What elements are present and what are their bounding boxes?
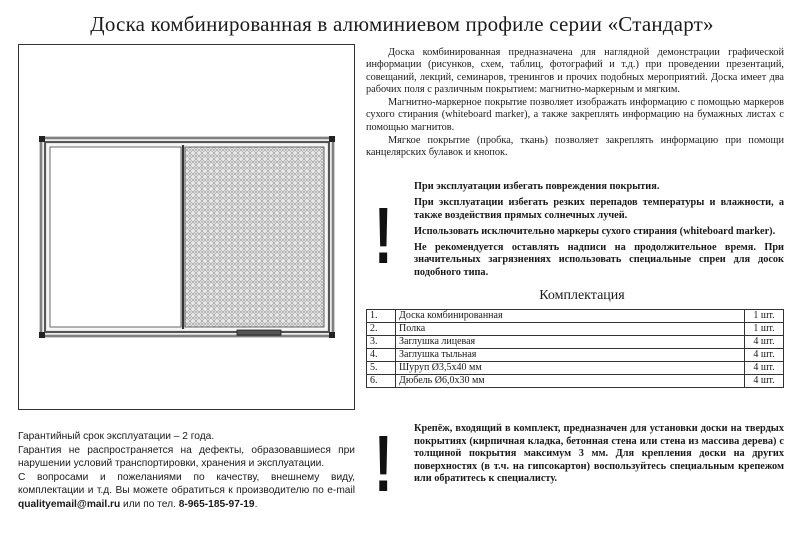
cork-surface <box>185 147 324 327</box>
kit-title: Комплектация <box>539 288 625 303</box>
description-paragraph: Магнитно-маркерное покрытие позволяет изображать информацию с помощью маркеров сухого стирания (whiteboard marker), а также закреплять информацию на бумажных листах с помощью магнитов. <box>366 97 784 133</box>
warning-item: При эксплуатации избегать резких перепадов температуры и влажности, а также воздействия прямых солнечных лучей. <box>414 197 784 221</box>
table-row <box>367 310 784 323</box>
item-name: Дюбель Ø6,0х30 мм <box>396 375 745 388</box>
document-title: Доска комбинированная в алюминиевом профиле серии «Стандарт» <box>90 12 714 36</box>
item-name: Шуруп Ø3,5х40 мм <box>396 362 745 375</box>
guarantee-block <box>18 430 355 511</box>
contact-info <box>18 471 355 512</box>
row-number: 1. <box>367 310 396 323</box>
row-number: 6. <box>367 375 396 388</box>
description-paragraph: Мягкое покрытие (пробка, ткань) позволяет закреплять информацию при помощи канцелярских булавок и кнопок. <box>366 135 784 159</box>
item-quantity: 1 шт. <box>745 323 784 336</box>
item-name: Полка <box>396 323 745 336</box>
contact-text: или по тел. <box>120 498 179 510</box>
product-illustration-frame <box>18 44 355 410</box>
guarantee-coverage: Гарантия не распространяется на дефекты, образовавшиеся при нарушении условий транспортировки, хранения и эксплуатации. <box>18 444 355 469</box>
row-number: 4. <box>367 349 396 362</box>
row-number: 5. <box>367 362 396 375</box>
item-name: Заглушка лицевая <box>396 336 745 349</box>
description-paragraph: Доска комбинированная предназначена для наглядной демонстрации графической информации (рисунков, схем, таблиц, фотографий и т.д.) при проведении презентаций, совещаний, лекций, семинаров, тренингов и прочих подобных мероприятий. Доска имеет два рабочих поля с различным покрытием: магнитно-маркерным и мягким. <box>366 47 784 95</box>
warning-item: При эксплуатации избегать повреждения покрытия. <box>414 181 660 192</box>
warning-item: Не рекомендуется оставлять надписи на продолжительное время. При значительных загрязнениях использовать специальные спреи для досок подобного типа. <box>414 242 784 278</box>
item-quantity: 4 шт. <box>745 375 784 388</box>
warnings-block <box>414 181 784 283</box>
warning-item: Использовать исключительно маркеры сухого стирания (whiteboard marker). <box>414 225 776 237</box>
table-row <box>367 349 784 362</box>
exclamation-icon: ! <box>374 191 393 280</box>
marker-shelf <box>237 330 281 335</box>
guarantee-term: Гарантийный срок эксплуатации – 2 года. <box>18 431 215 442</box>
exclamation-icon: ! <box>374 419 393 508</box>
contact-text: . <box>254 498 258 510</box>
mounting-note: Крепёж, входящий в комплект, предназначен для установки доски на твердых покрытиях (кирпичная кладка, бетонная стена или стена из массива дерева) с толщиной покрытия максимум 3 мм. Для крепления доски на других поверхностях (в т.ч. на гипсокартон) воспользуйтесь специальным крепежом или обратитесь к специалисту. <box>414 423 784 485</box>
table-row <box>367 323 784 336</box>
item-quantity: 4 шт. <box>745 349 784 362</box>
table-row <box>367 362 784 375</box>
row-number: 3. <box>367 336 396 349</box>
whiteboard-surface <box>50 147 181 327</box>
table-row <box>367 375 784 388</box>
kit-table <box>366 309 784 388</box>
description-block <box>366 47 784 161</box>
item-quantity: 4 шт. <box>745 362 784 375</box>
item-quantity: 1 шт. <box>745 310 784 323</box>
item-name: Заглушка тыльная <box>396 349 745 362</box>
row-number: 2. <box>367 323 396 336</box>
email-link[interactable]: qualityemail@mail.ru <box>18 498 121 510</box>
combination-board-illustration <box>19 45 354 409</box>
contact-text: С вопросами и пожеланиями по качеству, внешнему виду, комплектации и т.д. Вы можете обратиться к производителю по e-mail <box>18 471 355 496</box>
item-name: Доска комбинированная <box>396 310 745 323</box>
item-quantity: 4 шт. <box>745 336 784 349</box>
phone-number: 8-965-185-97-19 <box>178 498 255 510</box>
table-row <box>367 336 784 349</box>
